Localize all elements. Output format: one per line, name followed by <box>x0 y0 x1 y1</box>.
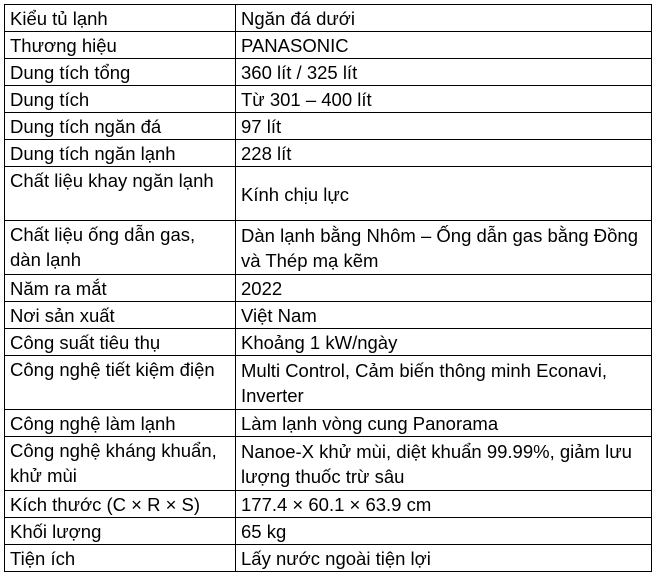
table-row <box>5 113 652 140</box>
row-value: PANASONIC <box>236 32 652 59</box>
row-value: Từ 301 – 400 lít <box>236 86 652 113</box>
row-value: Kính chịu lực <box>236 167 652 221</box>
table-row <box>5 59 652 86</box>
row-label: Thương hiệu <box>5 32 236 59</box>
row-value: Ngăn đá dưới <box>236 5 652 32</box>
row-value: Dàn lạnh bằng Nhôm – Ống dẫn gas bằng Đồng và Thép mạ kẽm <box>236 221 652 275</box>
table-row <box>5 221 652 275</box>
row-label: Chất liệu khay ngăn lạnh <box>5 167 236 221</box>
row-label: Năm ra mắt <box>5 275 236 302</box>
table-row <box>5 329 652 356</box>
row-label: Chất liệu ống dẫn gas, dàn lạnh <box>5 221 236 275</box>
table-row <box>5 356 652 410</box>
row-label: Nơi sản xuất <box>5 302 236 329</box>
row-value: Nanoe-X khử mùi, diệt khuẩn 99.99%, giảm lưu lượng thuốc trừ sâu <box>236 437 652 491</box>
row-label: Công suất tiêu thụ <box>5 329 236 356</box>
row-label: Công nghệ làm lạnh <box>5 410 236 437</box>
table-row <box>5 140 652 167</box>
table-row <box>5 5 652 32</box>
row-value: Multi Control, Cảm biến thông minh Econavi, Inverter <box>236 356 652 410</box>
table-row <box>5 275 652 302</box>
row-label: Dung tích ngăn đá <box>5 113 236 140</box>
row-label: Khối lượng <box>5 518 236 545</box>
row-label: Kích thước (C × R × S) <box>5 491 236 518</box>
row-label: Dung tích ngăn lạnh <box>5 140 236 167</box>
table-row <box>5 518 652 545</box>
row-value: 360 lít / 325 lít <box>236 59 652 86</box>
row-label: Kiểu tủ lạnh <box>5 5 236 32</box>
row-value: 97 lít <box>236 113 652 140</box>
row-value: 65 kg <box>236 518 652 545</box>
row-label: Tiện ích <box>5 545 236 572</box>
table-row <box>5 410 652 437</box>
table-row <box>5 167 652 221</box>
row-label: Dung tích tổng <box>5 59 236 86</box>
row-value: 2022 <box>236 275 652 302</box>
row-value: Làm lạnh vòng cung Panorama <box>236 410 652 437</box>
spec-table <box>4 4 652 572</box>
row-label: Dung tích <box>5 86 236 113</box>
row-value: Việt Nam <box>236 302 652 329</box>
row-value: 228 lít <box>236 140 652 167</box>
table-row <box>5 32 652 59</box>
table-row <box>5 437 652 491</box>
row-value: Khoảng 1 kW/ngày <box>236 329 652 356</box>
table-row <box>5 302 652 329</box>
table-row <box>5 86 652 113</box>
row-label: Công nghệ tiết kiệm điện <box>5 356 236 410</box>
row-value: 177.4 × 60.1 × 63.9 cm <box>236 491 652 518</box>
table-row <box>5 545 652 572</box>
table-row <box>5 491 652 518</box>
row-value: Lấy nước ngoài tiện lợi <box>236 545 652 572</box>
row-label: Công nghệ kháng khuẩn, khử mùi <box>5 437 236 491</box>
